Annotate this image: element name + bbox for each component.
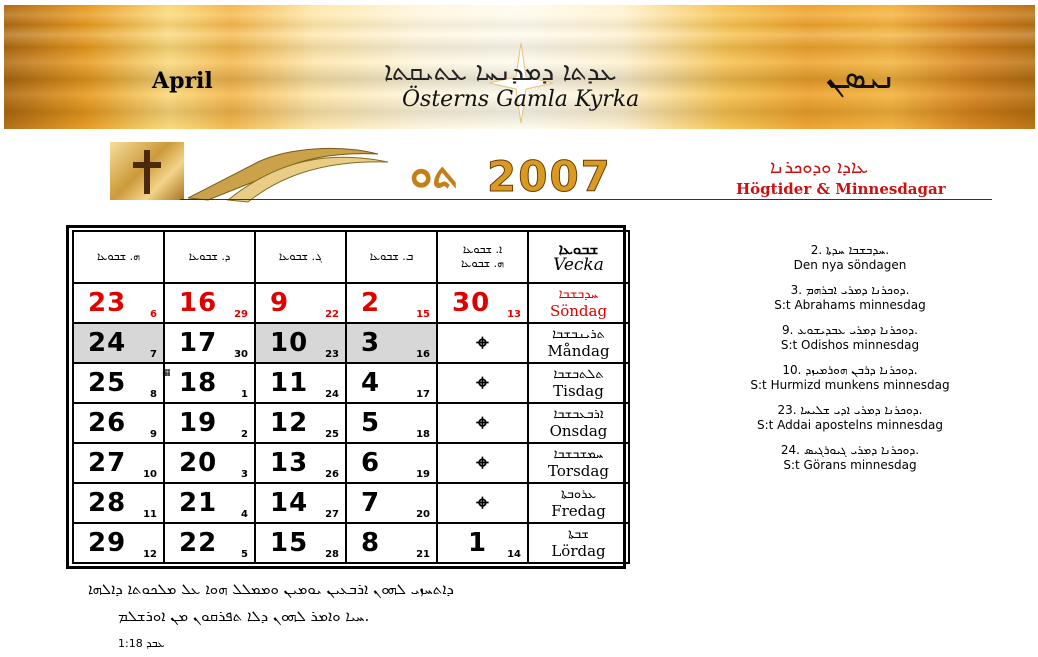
cross-logo-icon <box>110 142 184 200</box>
date-cell: ▦ 18 1 <box>164 363 255 403</box>
scripture-line-2: ܚܝܐ ܘܐܡܪ ܠܗܘܢ ܕܠܐ ܬܦܪܩܘܢ ܡܢ ܐܘܪܫܠܡ. <box>118 607 370 625</box>
holidays-title: Högtider & Minnesdagar <box>736 180 946 198</box>
cross-cell <box>437 363 528 403</box>
calendar-row <box>73 283 629 323</box>
cross-icon: ⌖ <box>476 490 489 516</box>
weekday-label: ܬܠܬܒܫܒܐ Tisdag <box>528 363 629 403</box>
weekday-label: ܫܒܬܐ Lördag <box>528 523 629 563</box>
week-header: ܗ. ܫܒܘܥܐ <box>73 231 164 283</box>
date-cell: 1 14 <box>437 523 528 563</box>
cross-cell <box>437 443 528 483</box>
weekday-label: ܚܕܒܫܒܐ Söndag <box>528 283 629 323</box>
date-cell: 11 24 <box>255 363 346 403</box>
weekday-label: ܐܪܒܥܒܫܒܐ Onsdag <box>528 403 629 443</box>
church-syriac-name: ܥܕܬܐ ܕܡܕܢܚܐ ܥܬܝܩܬܐ <box>384 57 617 87</box>
year-syriac: ܬܘ <box>410 150 458 197</box>
weekday-label: ܬܪܝܢܒܫܒܐ Måndag <box>528 323 629 363</box>
date-cell: 5 18 <box>346 403 437 443</box>
cross-icon: ⌖ <box>476 330 489 356</box>
date-cell: 9 22 <box>255 283 346 323</box>
observance-item: 24. ܕܘܟܪܢܐ ܕܡܪܝ ܓܝܘܪܓܝܣ. S:t Görans minnesdag <box>780 443 920 472</box>
calendar-row <box>73 323 629 363</box>
date-cell: 7 20 <box>346 483 437 523</box>
scripture-line-1: ܕܐܬܚܙܝ ܠܗܘܢ ܐܪܒܥܝܢ ܝܘܡܝܢ ܘܡܡܠܠ ܗܘܐ ܥܠ ܡܠܟܘܬܐ ܕܐܠܗܐ <box>88 580 454 598</box>
note-icon: ▦ <box>162 368 171 378</box>
cross-icon: ⌖ <box>476 370 489 396</box>
calendar-row <box>73 363 629 403</box>
date-cell: 23 6 <box>73 283 164 323</box>
date-cell: 20 3 <box>164 443 255 483</box>
date-cell: 3 16 <box>346 323 437 363</box>
observance-item: 3. ܕܘܟܪܢܐ ܕܡܪܝ ܐܒܪܗܡ. S:t Abrahams minnesdag <box>774 283 926 312</box>
calendar-row <box>73 483 629 523</box>
observance-item: 9. ܕܘܟܪܢܐ ܕܡܪܝ ܥܒܕܝܫܘܥ. S:t Odishos minnesdag <box>780 323 920 352</box>
week-header: ܓ. ܫܒܘܥܐ <box>255 231 346 283</box>
date-cell: 25 8 <box>73 363 164 403</box>
observance-item: 2. ܚܕܒܫܒܐ ܚܕܬܐ. Den nya söndagen <box>793 243 907 272</box>
date-cell: 30 13 <box>437 283 528 323</box>
swoosh-decoration <box>188 140 388 206</box>
calendar-row <box>73 443 629 483</box>
scripture-reference: ܥܒܕ 1:18 <box>118 637 165 650</box>
date-cell: 13 26 <box>255 443 346 483</box>
date-cell: 21 4 <box>164 483 255 523</box>
date-cell: 12 25 <box>255 403 346 443</box>
date-cell: 26 9 <box>73 403 164 443</box>
date-cell: 19 2 <box>164 403 255 443</box>
month-syriac-title: ܢܝܣܢ <box>826 57 897 97</box>
date-cell: 6 19 <box>346 443 437 483</box>
week-header: ܕ. ܫܒܘܥܐ <box>164 231 255 283</box>
weekday-label: ܚܡܫܒܫܒܐ Torsdag <box>528 443 629 483</box>
calendar-table <box>72 230 630 564</box>
date-cell: 28 11 <box>73 483 164 523</box>
calendar-row <box>73 403 629 443</box>
date-cell: 10 23 <box>255 323 346 363</box>
cross-cell <box>437 403 528 443</box>
date-cell: 14 27 <box>255 483 346 523</box>
week-header: ܐ. ܫܒܘܥܐ ܗ. ܫܒܘܥܐ <box>437 231 528 283</box>
cross-cell <box>437 323 528 363</box>
date-cell: 16 29 <box>164 283 255 323</box>
calendar-header-row <box>73 231 629 283</box>
cross-icon: ⌖ <box>476 450 489 476</box>
date-cell: 2 15 <box>346 283 437 323</box>
church-name: Österns Gamla Kyrka <box>402 87 640 112</box>
observance-item: 23. ܕܘܟܪܢܐ ܕܡܪܝ ܐܕܝ ܫܠܝܚܐ. S:t Addai apostelns minnesdag <box>756 403 944 432</box>
week-header: ܒ. ܫܒܘܥܐ <box>346 231 437 283</box>
date-cell: 24 7 <box>73 323 164 363</box>
date-cell: 27 10 <box>73 443 164 483</box>
date-cell: 4 17 <box>346 363 437 403</box>
cross-cell <box>437 483 528 523</box>
week-label-header: ܫܒܘܥܐ Vecka <box>528 231 629 283</box>
cross-icon: ⌖ <box>476 410 489 436</box>
observance-item: 10. ܕܘܟܪܢܐ ܕܪܒܢ ܗܘܪܡܝܙܕ. S:t Hurmizd munkens minnesdag <box>750 363 950 392</box>
date-cell: 17 30 <box>164 323 255 363</box>
year-title: 2007 <box>487 152 612 201</box>
month-title: April <box>152 68 213 94</box>
calendar-row <box>73 523 629 563</box>
date-cell: 29 12 <box>73 523 164 563</box>
header-banner <box>4 5 1035 129</box>
date-cell: 8 21 <box>346 523 437 563</box>
date-cell: 15 28 <box>255 523 346 563</box>
date-cell: 22 5 <box>164 523 255 563</box>
observances-list <box>700 242 1000 482</box>
holidays-syriac-title: ܥܐܕܐ ܘܕܘܟܪܢܐ <box>770 157 869 178</box>
weekday-label: ܥܪܘܒܬܐ Fredag <box>528 483 629 523</box>
